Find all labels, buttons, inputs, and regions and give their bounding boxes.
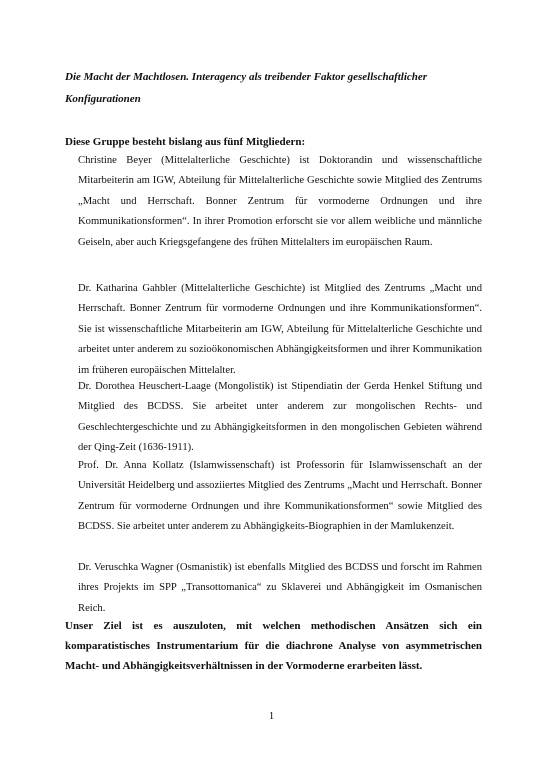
member-paragraph-kollatz: Prof. Dr. Anna Kollatz (Islamwissenschaft) ist Professorin für Islamwissenschaft an der Universität Heidelberg und assoziiertes Mitglied des Zentrums „Macht und Herrschaft. Bonner Zentrum für vormoderne Ordnungen und ihre Kommunikationsformen“ sowie Mitglied des BCDSS. Sie arbeitet unter anderem zu Abhängigkeits-Biographien in der Mamlukenzeit. <box>78 460 482 533</box>
member-paragraph-heuschert-laage: Dr. Dorothea Heuschert-Laage (Mongolistik) ist Stipendiatin der Gerda Henkel Stiftung und Mitglied des BCDSS. Sie arbeitet unter anderem zur mongolischen Rechts- und Geschlechtergeschichte und zu Abhängigkeitsformen in den mongolischen Gebieten während der Qing-Zeit (1636-1911). <box>78 381 482 454</box>
page-number: 1 <box>268 710 275 722</box>
member-paragraph-wagner: Dr. Veruschka Wagner (Osmanistik) ist ebenfalls Mitglied des BCDSS und forscht im Rahmen ihres Projekts im SPP „Transottomanica“ zu Sklaverei und Abhängigkeit im Osmanischen Reich. <box>78 562 482 614</box>
members-intro-heading: Diese Gruppe besteht bislang aus fünf Mitgliedern: <box>65 136 306 148</box>
goal-statement: Unser Ziel ist es auszuloten, mit welchen methodischen Ansätzen sich ein komparatistisches Instrumentarium für die diachrone Analyse von asymmetrischen Macht- und Abhängigkeitsverhältnissen in der Vormoderne erarbeiten lässt. <box>65 620 482 672</box>
member-paragraph-beyer: Christine Beyer (Mittelalterliche Geschichte) ist Doktorandin und wissenschaftliche Mitarbeiterin am IGW, Abteilung für Mittelalterliche Geschichte sowie Mitglied des Zentrums „Macht und Herrschaft. Bonner Zentrum für vormoderne Ordnungen und ihre Kommunikationsformen“. In ihrer Promotion erforscht sie vor allem weibliche und männliche Geiseln, aber auch Kriegsgefangene des frühen Mittelalters im europäischen Raum. <box>78 155 482 248</box>
document-title: Die Macht der Machtlosen. Interagency als treibender Faktor gesellschaftlicher Konfigurationen <box>65 71 428 105</box>
member-paragraph-gahbler: Dr. Katharina Gahbler (Mittelalterliche Geschichte) ist Mitglied des Zentrums „Macht und Herrschaft. Bonner Zentrum für vormoderne Ordnungen und ihre Kommunikationsformen“. Sie ist wissenschaftliche Mitarbeiterin am IGW, Abteilung für Mittelalterliche Geschichte und arbeitet unter anderem zu sozioökonomischen Abhängigkeitsformen und ihrer Kommunikation im früheren europäischen Mittelalter. <box>78 283 482 376</box>
